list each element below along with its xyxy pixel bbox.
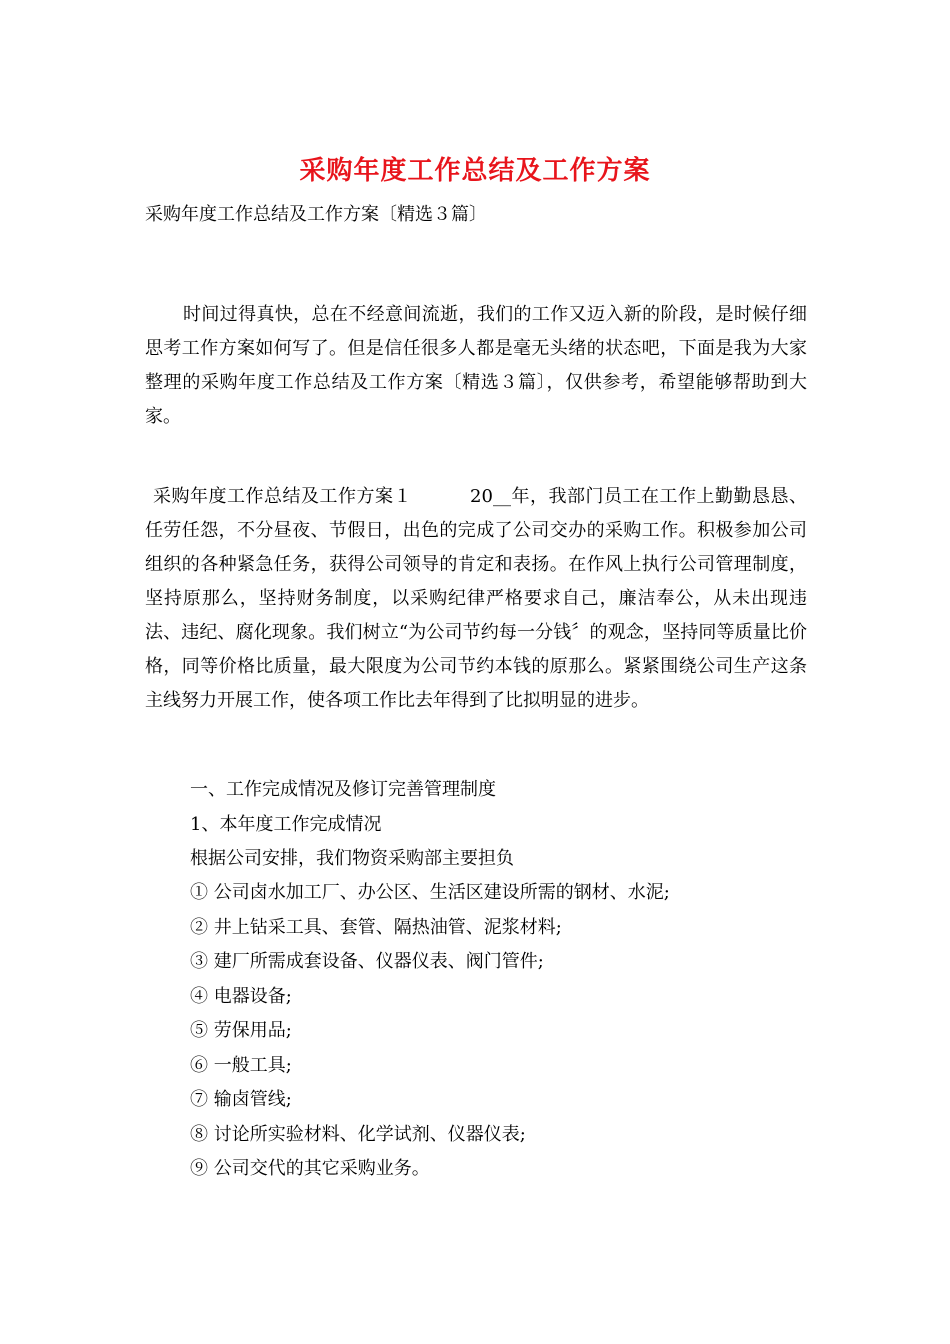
list-item: ② 井上钻采工具、套管、隔热油管、泥浆材料;	[190, 917, 562, 938]
lead-line: 根据公司安排，我们物资采购部主要担负	[190, 848, 514, 869]
heading-1-1: 1、本年度工作完成情况	[190, 814, 382, 835]
intro-paragraph: 时间过得真快，总在不经意间流逝，我们的工作又迈入新的阶段，是时候仔细思考工作方案如何写了。但是信任很多人都是毫无头绪的状态吧，下面是我为大家整理的采购年度工作总结及工作方案〔精选３篇〕，仅供参考，希望能够帮助到大家。	[145, 304, 807, 427]
section1-body: 20__年，我部门员工在工作上勤勤恳恳、任劳任怨，不分昼夜、节假日，出色的完成了公司交办的采购工作。积极参加公司组织的各种紧急任务，获得公司领导的肯定和表扬。在作风上执行公司管理制度，坚持原那么，坚持财务制度，以采购纪律严格要求自己，廉洁奉公，从未出现违法、违纪、腐化现象。我们树立“为公司节约每一分钱〞的观念，坚持同等质量比价格，同等价格比质量，最大限度为公司节约本钱的原那么。紧紧围绕公司生产这条主线努力开展工作，使各项工作比去年得到了比拟明显的进步。	[145, 486, 807, 711]
document-subtitle: 采购年度工作总结及工作方案〔精选３篇〕	[145, 204, 487, 225]
list-item: ③ 建厂所需成套设备、仪器仪表、阀门管件;	[190, 951, 544, 972]
list-item: ⑧ 讨论所实验材料、化学试剂、仪器仪表;	[190, 1124, 526, 1145]
section1-paragraph	[145, 480, 807, 718]
document-title: 采购年度工作总结及工作方案	[299, 156, 651, 186]
list-item: ⑥ 一般工具;	[190, 1055, 292, 1076]
list-item: ⑦ 输卤管线;	[190, 1089, 292, 1110]
list-item: ④ 电器设备;	[190, 986, 292, 1007]
list-item: ⑤ 劳保用品;	[190, 1020, 292, 1041]
heading-1: 一、工作完成情况及修订完善管理制度	[190, 779, 496, 800]
section1-heading: 采购年度工作总结及工作方案１	[153, 486, 413, 507]
list-item: ① 公司卤水加工厂、办公区、生活区建设所需的钢材、水泥;	[190, 882, 670, 903]
list-item: ⑨ 公司交代的其它采购业务。	[190, 1158, 430, 1179]
